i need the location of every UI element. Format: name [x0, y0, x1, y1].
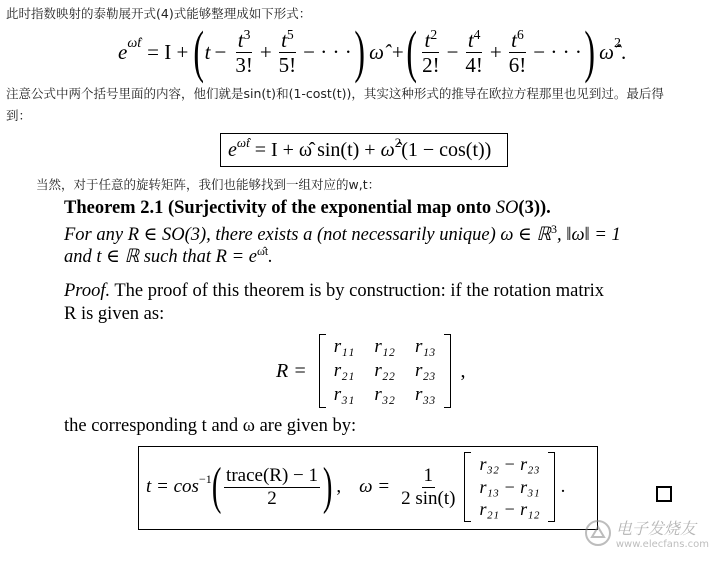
- series-dots-1: − · · ·: [303, 39, 352, 64]
- omega-lhs: ω =: [359, 476, 391, 497]
- trace-frac: $\frac{\text{trace(R) − 1}}{2}$: [226, 464, 318, 509]
- frac-t5: $\frac{t^5}{5!}$: [278, 26, 297, 77]
- matrix-r: [319, 334, 451, 408]
- left-paren-2: (: [406, 19, 417, 84]
- matrix-cell: r₁₁: [333, 336, 355, 357]
- compact-sin: ω̂ sin(t) +: [298, 138, 381, 161]
- t-sup: −1: [198, 471, 212, 486]
- frac-t3: $\frac{t^3}{3!}$: [235, 26, 253, 77]
- series-period: .: [620, 39, 627, 64]
- compact-identity: = I +: [254, 138, 299, 161]
- vector-entry: r₁₃ − r₃₁: [479, 476, 540, 497]
- proof-line-2: R is given as:: [64, 304, 165, 324]
- matrix-cell: r₃₂: [374, 384, 395, 405]
- eq-lhs-exp: ω̂t: [127, 36, 142, 51]
- elecfans-logo-icon: [584, 519, 612, 547]
- theorem-line-2: and t ∈ ℝ such that $R = e^{\omegât}$.: [64, 244, 273, 268]
- final-equation: t = cos $^{-1}$ ( $\frac{\text{trace(R) − 1}}{2}$ ) , ω = $\frac{1}{2 \sin(t)}$ r₃₂ − r₂₃ r₁₃ − r₃₁ r₂₁ − r₁₂ .: [146, 450, 565, 524]
- omega-hat-2: ω̂: [599, 39, 614, 64]
- compact-exp: ω̂t: [236, 135, 250, 150]
- left-paren-1: (: [193, 19, 205, 84]
- intro-line-4: 当然，对于任意的旋转矩阵，我们也能够找到一组对应的w,t：: [36, 177, 381, 192]
- plus-sign-3: +: [489, 39, 502, 64]
- matrix-cell: r₁₂: [374, 336, 395, 357]
- matrix-cell: r₂₂: [374, 360, 395, 381]
- omega-hat-1: ω̂: [369, 39, 384, 64]
- matrix-cell: r₃₃: [414, 384, 436, 405]
- vector-entry: r₂₁ − r₁₂: [479, 499, 540, 520]
- theorem-heading: Theorem 2.1 (Surjectivity of the exponential map onto SO(3)).: [64, 198, 551, 218]
- theorem-line-1: For any R ∈ SO(3), there exists a (not necessarily unique) ω ∈ ℝ$^3$, ‖ω‖ = 1: [64, 222, 621, 246]
- vector-entry: r₃₂ − r₂₃: [479, 454, 540, 475]
- omega-sq: 2: [613, 36, 621, 51]
- omega-frac: $\frac{1}{2 \sin(t)}$: [401, 464, 456, 509]
- right-paren-2: ): [584, 19, 595, 84]
- minus-sign: −: [214, 39, 227, 64]
- plus-sign-2: +: [391, 39, 404, 64]
- matrix-cell: r₂₃: [414, 360, 436, 381]
- watermark-brand: 电子发烧友: [615, 519, 696, 538]
- compact-sq: 2: [394, 135, 402, 150]
- frac-t6: $\frac{t^6}{6!}$: [508, 26, 527, 77]
- compact-cos: (1 − cos(t)): [401, 138, 492, 161]
- matrix-cell: r₃₁: [333, 384, 355, 405]
- eq-identity: = I +: [147, 39, 189, 64]
- minus-sign-2: −: [446, 39, 459, 64]
- matrix-comma: ,: [460, 359, 466, 382]
- intro-line-1: 此时指数映射的泰勒展开式(4)式能够整理成如下形式：: [6, 6, 312, 21]
- matrix-r-equation: [276, 336, 466, 406]
- omega-vector: [464, 452, 554, 522]
- watermark: [584, 516, 709, 550]
- series-dots-2: − · · ·: [533, 39, 582, 64]
- matrix-cell: r₁₃: [414, 336, 436, 357]
- term-t: t: [204, 39, 211, 64]
- proof-label: Proof.: [64, 281, 111, 301]
- right-paren-1: ): [354, 19, 365, 84]
- compact-e: e: [228, 138, 237, 161]
- final-comma: ,: [336, 476, 342, 497]
- watermark-url: www.elecfans.com: [615, 539, 709, 550]
- plus-sign: +: [259, 39, 272, 64]
- intro-line-3: 到：: [6, 108, 32, 123]
- corresponding-line: the corresponding t and ω are given by:: [64, 416, 357, 436]
- t-lhs: t = cos: [146, 476, 199, 497]
- compact-omega: ω̂: [380, 138, 395, 161]
- intro-line-2: 注意公式中两个括号里面的内容，他们就是sin(t)和(1-cost(t))，其实这种形式的推导在欧拉方程那里也见到过。最后得: [6, 86, 664, 101]
- compact-equation: [228, 134, 491, 166]
- matrix-lhs: R =: [276, 359, 307, 382]
- frac-t4: $\frac{t^4}{4!}$: [465, 26, 483, 77]
- final-period: .: [560, 476, 566, 497]
- matrix-cell: r₂₁: [333, 360, 355, 381]
- end-of-proof-icon: [656, 486, 672, 502]
- series-equation: [118, 19, 627, 84]
- eq-lhs-e: e: [118, 39, 128, 64]
- proof-line-1: Proof. The proof of this theorem is by construction: if the rotation matrix: [64, 281, 605, 301]
- frac-t2: $\frac{t^2}{2!}$: [422, 26, 440, 77]
